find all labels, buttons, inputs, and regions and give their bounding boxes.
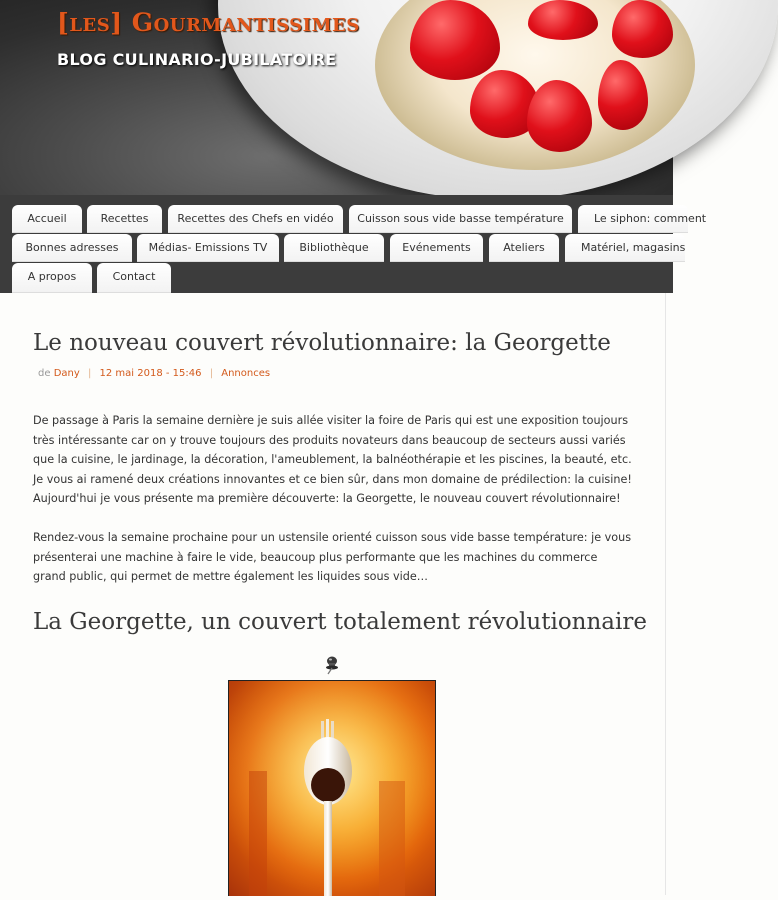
- blog-title[interactable]: [les] Gourmantissimes: [57, 8, 360, 37]
- nav-item-evenements[interactable]: Evénements: [390, 234, 483, 262]
- nav-item-recettes[interactable]: Recettes: [87, 205, 162, 233]
- content-divider: [665, 293, 666, 895]
- nav-item-accueil[interactable]: Accueil: [12, 205, 82, 233]
- post-title[interactable]: Le nouveau couvert révolutionnaire: la Georgette: [33, 330, 611, 356]
- post-meta: [38, 368, 270, 379]
- meta-separator: |: [87, 368, 92, 379]
- pushpin-icon: [321, 655, 341, 675]
- post-paragraph-1: De passage à Paris la semaine dernière je suis allée visiter la foire de Paris qui est une exposition toujours très intéressante car on y trouve toujours des produits novateurs dans beaucoup de secteurs aussi variés que la cuisine, le jardinage, la décoration, l'ameublement, la balnéothérapie et les piscines, la beauté, etc. Je vous ai ramené deux créations innovantes et ce bien sûr, dans mon domaine de prédilection: la cuisine! Aujourd'hui je vous présente ma première découverte: la Georgette, le nouveau couvert révolutionnaire!: [33, 414, 632, 505]
- meta-prefix: de: [38, 368, 51, 379]
- post-paragraph-2: Rendez-vous la semaine prochaine pour un ustensile orienté cuisson sous vide basse température: je vous présenterai une machine à faire le vide, beaucoup plus performante que les machines du commerce grand public, qui permet de mettre également les liquides sous vide…: [33, 531, 632, 583]
- post-author-link[interactable]: Dany: [53, 368, 80, 379]
- nav-item-recettes-chefs-video[interactable]: Recettes des Chefs en vidéo: [168, 205, 343, 233]
- post-date-link[interactable]: 12 mai 2018 - 15:46: [99, 368, 202, 379]
- blog-subtitle: BLOG CULINARIO-JUBILATOIRE: [57, 50, 337, 69]
- georgette-photo: [228, 680, 436, 896]
- nav-item-siphon[interactable]: Le siphon: comment: [578, 205, 688, 233]
- nav-item-bonnes-adresses[interactable]: Bonnes adresses: [12, 234, 132, 262]
- nav-item-ateliers[interactable]: Ateliers: [489, 234, 559, 262]
- nav-item-medias[interactable]: Médias- Emissions TV: [137, 234, 279, 262]
- main-nav: [0, 195, 707, 293]
- nav-item-contact[interactable]: Contact: [97, 263, 171, 293]
- nav-item-a-propos[interactable]: A propos: [12, 263, 92, 293]
- site-header: [0, 0, 673, 195]
- nav-item-bibliotheque[interactable]: Bibliothèque: [284, 234, 384, 262]
- meta-separator: |: [209, 368, 214, 379]
- nav-item-materiel[interactable]: Matériel, magasins: [565, 234, 685, 262]
- post-category-link[interactable]: Annonces: [221, 368, 271, 379]
- nav-item-cuisson-sous-vide[interactable]: Cuisson sous vide basse température: [349, 205, 572, 233]
- post-subheading: La Georgette, un couvert totalement révolutionnaire: [33, 609, 647, 635]
